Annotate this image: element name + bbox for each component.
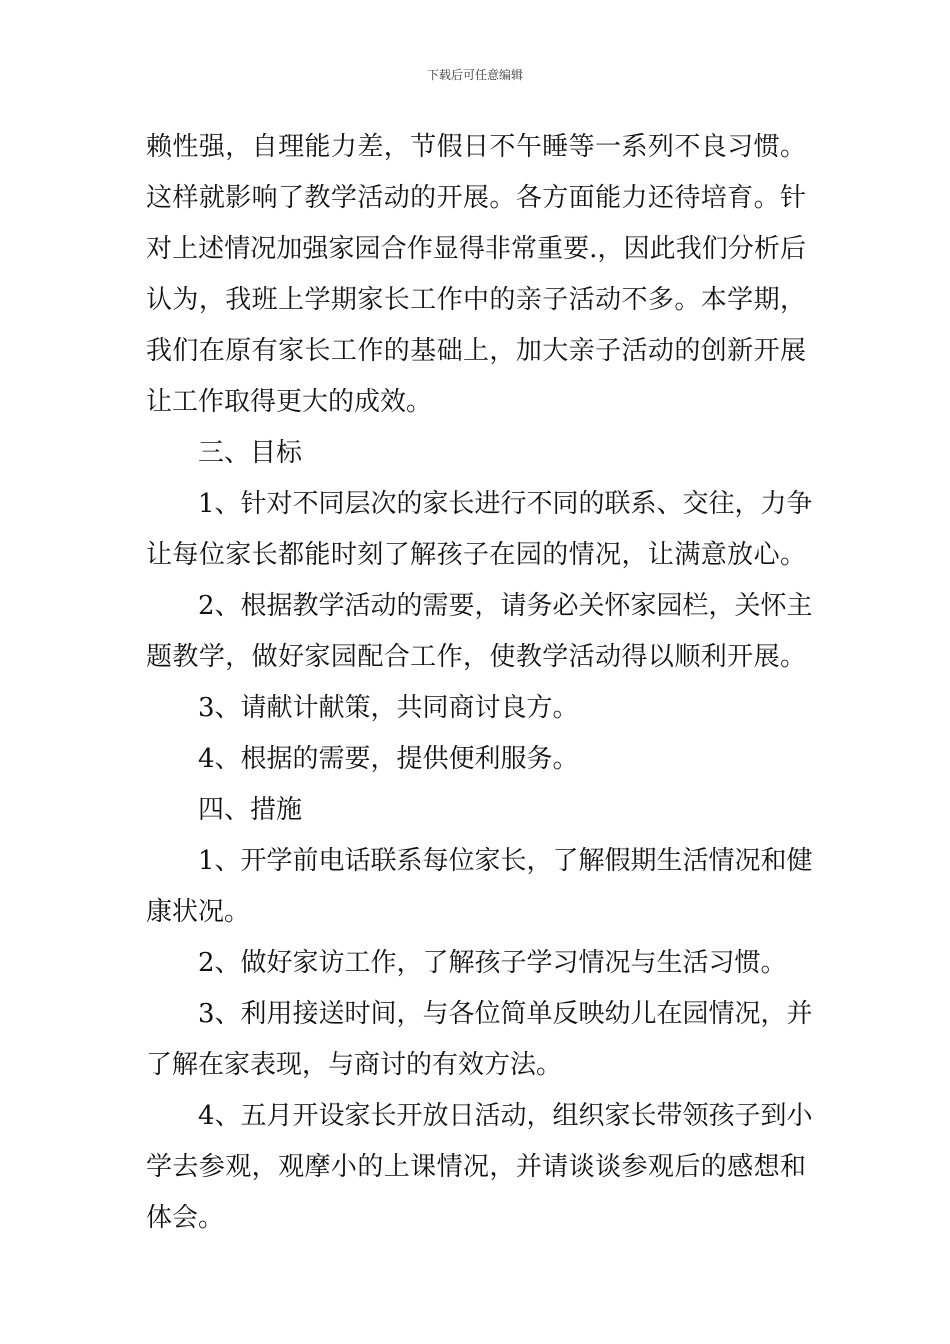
text-line: 这样就影响了教学活动的开展。各方面能力还待培育。针 [146,183,806,213]
text-line: 我们在原有家长工作的基础上，加大亲子活动的创新开展 [146,336,806,366]
list-item: 2、做好家访工作，了解孩子学习情况与生活习惯。 [198,948,787,978]
section-heading-measures: 四、措施 [198,795,303,825]
list-item: 1、针对不同层次的家长进行不同的联系、交往，力争 [198,489,813,519]
document-body [146,122,813,1244]
text-line: 对上述情况加强家园合作显得非常重要.，因此我们分析后 [146,234,806,264]
list-item: 2、根据教学活动的需要，请务必关怀家园栏，关怀主 [198,591,813,621]
text-line: 题教学，做好家园配合工作，使教学活动得以顺利开展。 [146,642,806,672]
text-line: 赖性强，自理能力差，节假日不午睡等一系列不良习惯。 [146,132,806,162]
text-line: 学去参观，观摩小的上课情况，并请谈谈参观后的感想和 [146,1152,806,1182]
text-line: 认为，我班上学期家长工作中的亲子活动不多。本学期， [146,285,806,315]
text-line: 体会。 [146,1203,225,1233]
text-line: 让每位家长都能时刻了解孩子在园的情况，让满意放心。 [146,540,806,570]
text-line: 康状况。 [146,897,251,927]
list-item: 4、五月开设家长开放日活动，组织家长带领孩子到小 [198,1101,813,1131]
list-item: 3、请献计献策，共同商讨良方。 [198,693,579,723]
list-item: 4、根据的需要，提供便利服务。 [198,744,579,774]
text-line: 让工作取得更大的成效。 [146,387,433,417]
list-item: 1、开学前电话联系每位家长，了解假期生活情况和健 [198,846,813,876]
section-heading-goals: 三、目标 [198,438,303,468]
text-line: 了解在家表现，与商讨的有效方法。 [146,1050,563,1080]
page-header: 下载后可任意编辑 [426,68,523,82]
list-item: 3、利用接送时间，与各位简单反映幼儿在园情况，并 [198,999,813,1029]
